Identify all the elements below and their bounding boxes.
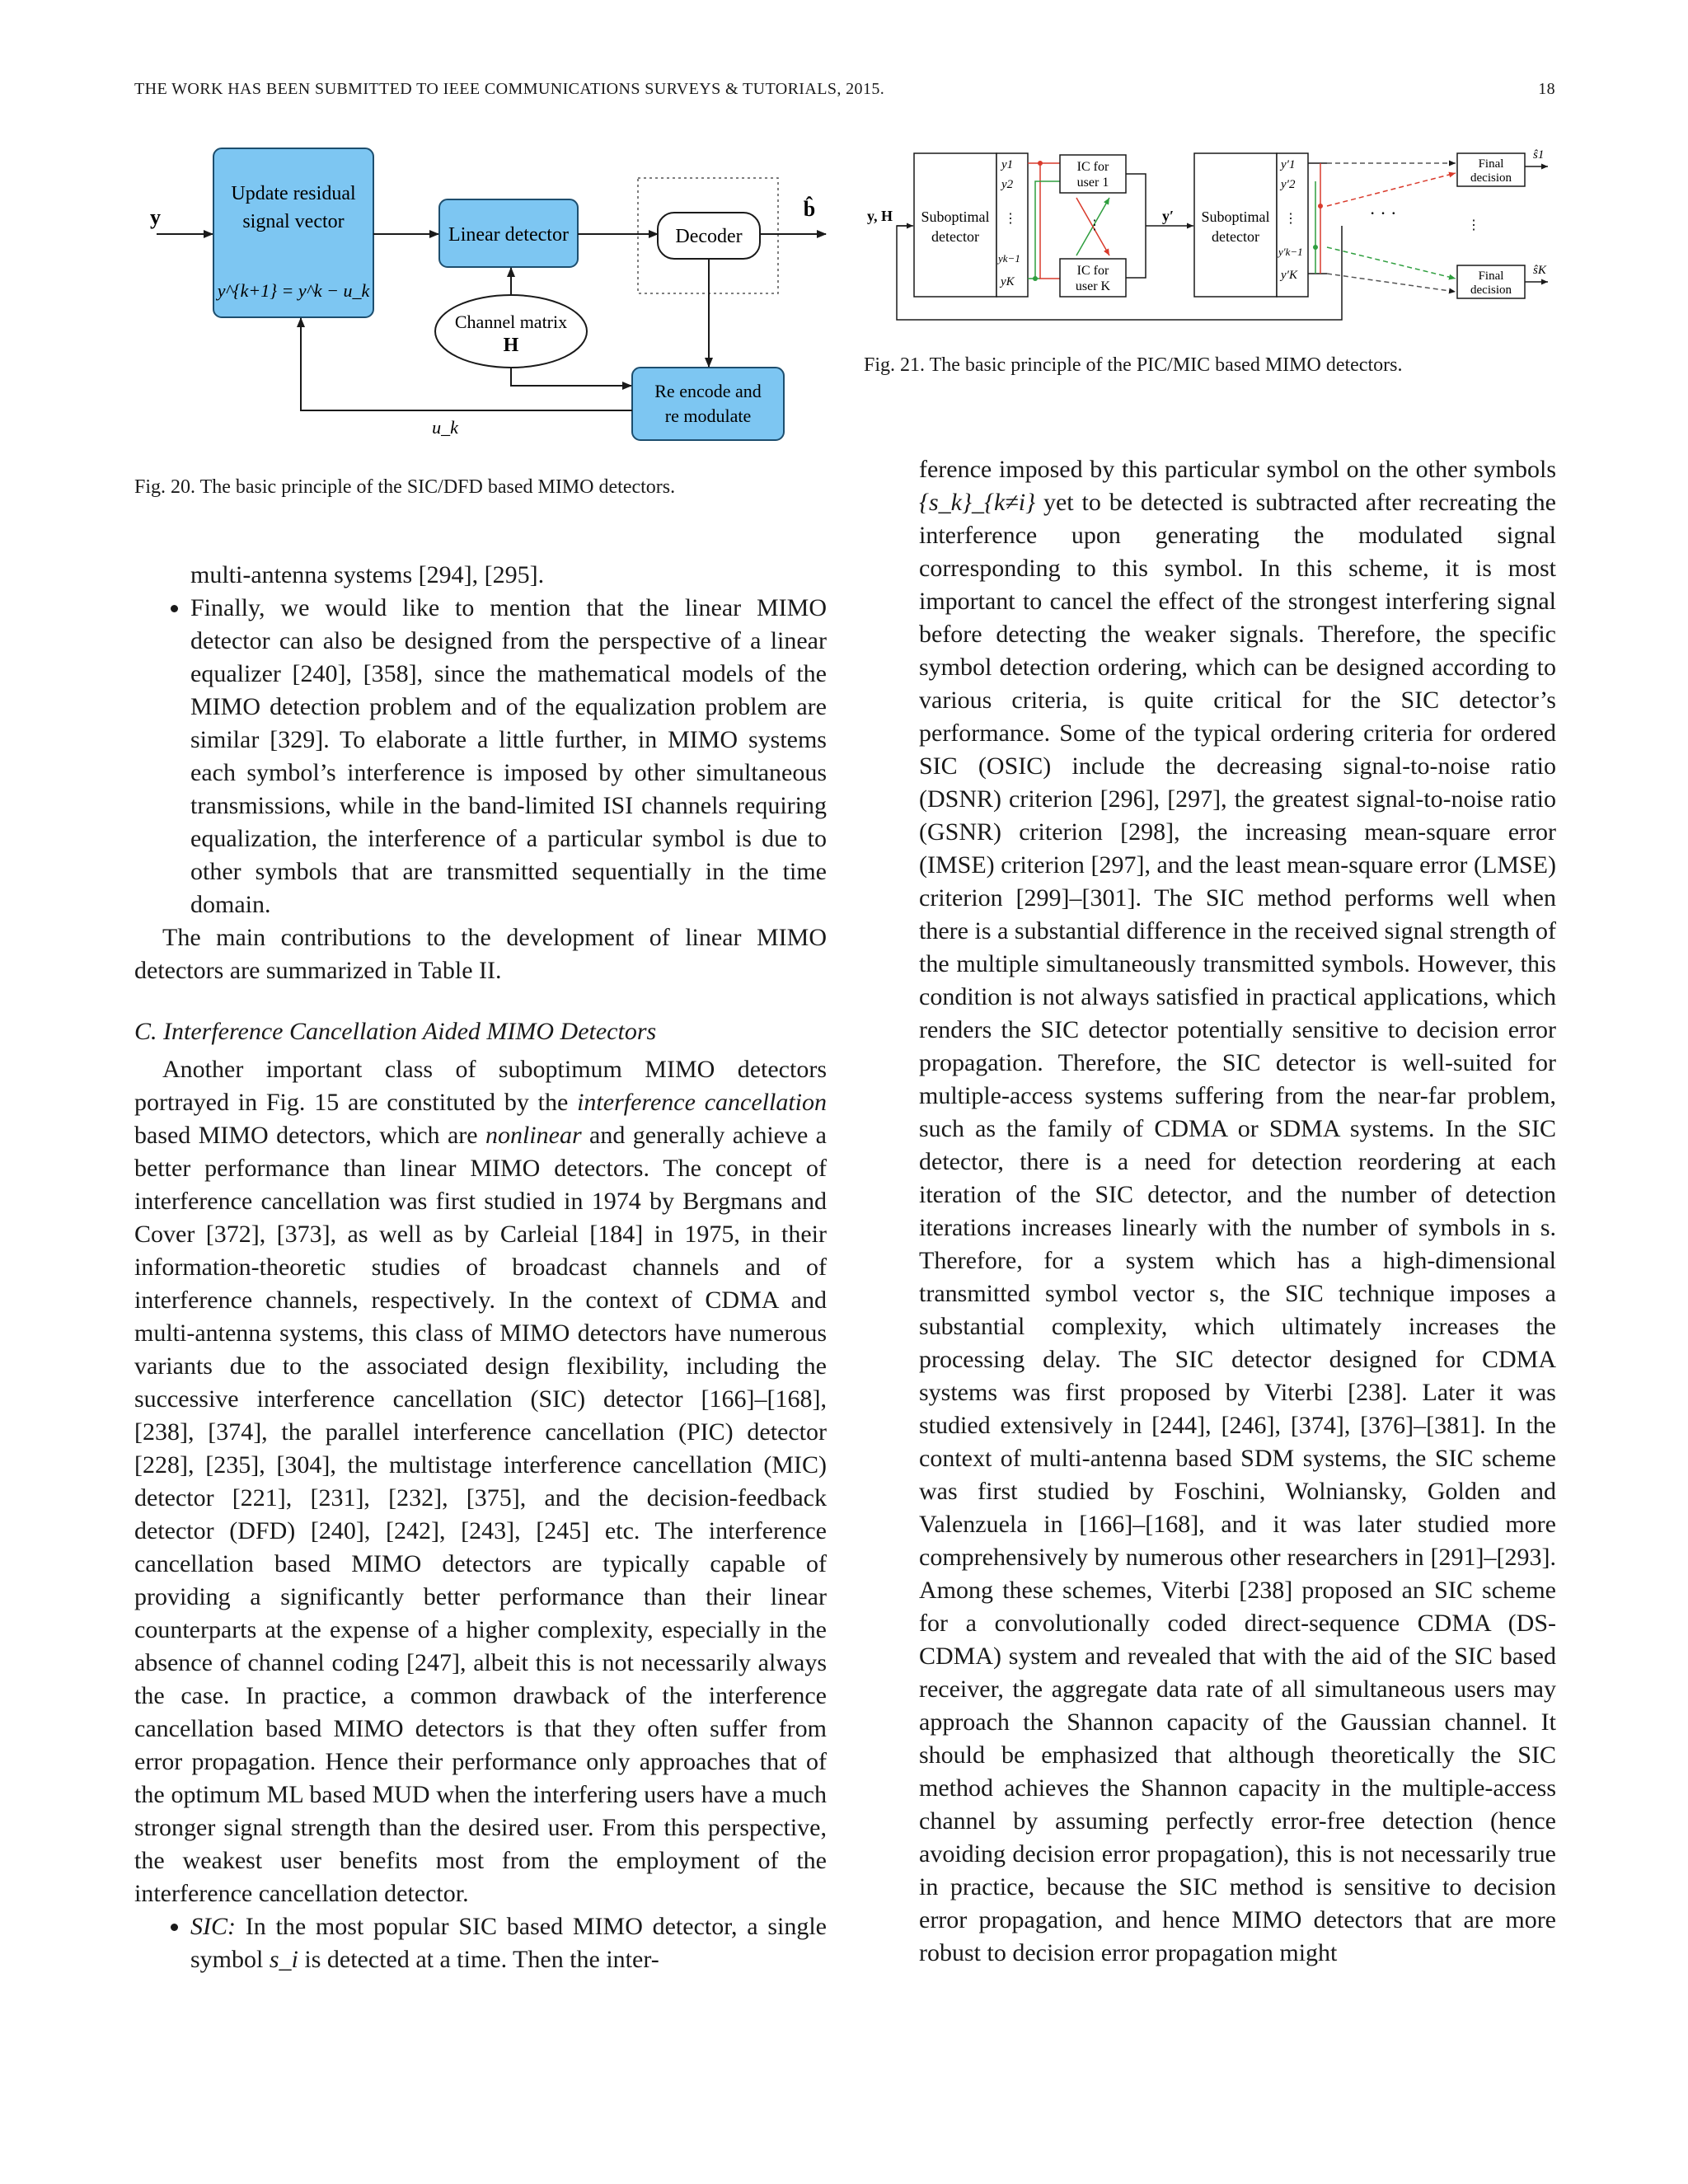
fig21-y-dots: ⋮ [1004,212,1017,226]
left-column [134,559,827,1976]
fig21-suboptimal2-box [1194,153,1277,297]
fig21-sK-label: ŝK [1533,264,1546,277]
right-p1-a: ference imposed by this particular symbol on the other symbols [919,456,1556,483]
left-p1: multi-antenna systems [294], [295]. [190,561,545,588]
right-p1-b: yet to be detected is subtracted after recreating the interference upon generating the modulated signal corresponding to this symbol. In this scheme, it is most important to cancel the effect of the strongest interfering signal before detecting the weaker signals. Therefore, the specific symbol detection ordering, which can be designed according to various criteria, is quite critical for the SIC detector’s performance. Some of the typical ordering criteria for ordered SIC (OSIC) include the decreasing signal-to-noise ratio (DSNR) criterion [296], [297], the greatest signal-to-noise ratio (GSNR) criterion [298], the increasing mean-square error (IMSE) criterion [297], and the least mean-square error (LMSE) criterion [299]–[301]. The SIC method performs well when there is a substantial difference in the received signal strength of the multiple simultaneously transmitted symbols. However, this condition is not always satisfied in practical applications, which renders the SIC detector potentially sensitive to decision error propagation. Therefore, the SIC detector is well-suited for multiple-access systems suffering from the near-far problem, such as the family of CDMA or SDMA systems. In the SIC detector, there is a need for detection reordering at each iteration of the SIC detector, and the number of detection iterations increases linearly with the number of symbols in s. Therefore, for a system which has a high-dimensional transmitted symbol vector s, the SIC technique imposes a substantial complexity, which ultimately increases the processing delay. The SIC detector designed for CDMA systems was first proposed by Viterbi [238]. Later it was studied extensively in [244], [246], [374], [376]–[381]. In the context of multi-antenna based SDM systems, the SIC scheme was first studied by Foschini, Wolniansky, Golden and Valenzuela in [166]–[168], and it was later studied more comprehensively by numerous other researchers in [291]–[293]. Among these schemes, Viterbi [238] proposed an SIC scheme for a convolutionally coded direct-sequence CDMA (DS-CDMA) system and revealed that with the aid of the SIC based receiver, the aggregate data rate of all simultaneous users may approach the Shannon capacity of the Gaussian channel. It should be emphasized that although theoretically the SIC method achieves the Shannon capacity in the multiple-access channel by assuming perfectly error-free detection (hence avoiding decision error propagation), this is not necessarily true in practice, because the SIC method is sensitive to decision error propagation, and hence MIMO detectors that are more robust to decision error propagation might [919,489,1556,1966]
page-number: 18 [1538,80,1555,98]
fig21-input-label: y, H [867,208,893,224]
fig21-suboptimal1-box [914,153,996,297]
fig20-decoder-label: Decoder [675,226,743,247]
left-p3-a: Another important class of suboptimum MIMO detectors portrayed in Fig. 15 are constituted by the [134,1056,827,1116]
left-bullet2-a: In the most popular SIC based MIMO detector, a single symbol [190,1913,827,1973]
fig21-ypK: y′K [1281,269,1297,282]
fig20-reencode-line2: re modulate [664,405,752,426]
fig21-final-dots: ⋮ [1467,218,1480,232]
figure-20 [132,140,841,453]
fig20-reencode-line1: Re encode and [654,381,762,401]
fig21-finalK-line1: Final [1478,269,1504,283]
fig21-suboptimal2-line2: detector [1212,228,1259,245]
left-p3-b: based MIMO detectors, which are [134,1122,485,1149]
fig20-feedback-label: u_k [432,417,458,438]
fig20-caption: Fig. 20. The basic principle of the SIC/DFD based MIMO detectors. [134,476,676,498]
left-bullet1: • Finally, we would like to mention that the linear MIMO detector can also be designed from the perspective of a linear equalizer [240], [358], since the mathematical models of the MIMO detection problem and of the equalization problem are similar [329]. To elaborate a little further, in MIMO systems each symbol’s interference is imposed by other simultaneous transmissions, while in the band-limited ISI channels requiring equalization, the interference of a particular symbol is due to other symbols that are transmitted sequentially in the time domain. [190,592,827,921]
left-p3 [134,1053,827,1910]
fig21-dash-bottom-black [1327,274,1456,292]
fig21-ic-user1-line1: IC for [1076,160,1109,174]
fig20-output-label: b̂ [803,197,816,221]
fig20-residual-line1: Update residual [231,183,356,204]
fig21-finalK-line2: decision [1470,284,1512,297]
fig21-s1-label: ŝ1 [1533,148,1545,162]
left-bullet2-b: is detected at a time. Then the inter- [298,1946,659,1973]
fig20-residual-eq: y^{k+1} = y^k − u_k [217,280,370,301]
fig21-ic-user1-line2: user 1 [1076,176,1109,190]
fig21-dash-red [1327,173,1456,206]
fig21-yp2: y′2 [1281,178,1296,191]
fig21-red-vertical [1040,163,1060,279]
left-bullet2-em: SIC: [190,1913,236,1940]
left-p2: The main contributions to the development of linear MIMO detectors are summarized in Table II. [134,924,827,984]
fig21-mid-label: y′ [1162,208,1175,224]
fig21-suboptimal1-line1: Suboptimal [921,209,990,225]
fig21-right-red-junction [1318,204,1323,209]
left-p3-c: and generally achieve a better performance than linear MIMO detectors. The concept of interference cancellation was first studied in 1974 by Bergmans and Cover [372], [373], as well as by Carleial [184] in 1975, in their information-theoretic studies of broadcast channels and of interference channels, respectively. In the context of CDMA and multi-antenna systems, this class of MIMO detectors have numerous variants due to the associated design flexibility, including the successive interference cancellation (SIC) detector [166]–[168], [238], [374], the parallel interference cancellation (PIC) detector [228], [235], [304], the multistage interference cancellation (MIC) detector [221], [231], [232], [375], and the decision-feedback detector (DFD) [240], [242], [243], [245] etc. The interference cancellation based MIMO detectors are typically capable of providing a significantly better performance than their linear counterparts at the expense of a higher complexity, especially in the absence of channel coding [247], albeit this is not necessarily always the case. In practice, a common drawback of the interference cancellation based MIMO detectors is that they often suffer from error propagation. Hence their performance only approaches that of the optimum ML based MUD when the interfering users have a much stronger signal strength than the desired user. From this perspective, the weakest user benefits most from the employment of the interference cancellation detector. [134,1122,827,1907]
fig21-caption: Fig. 21. The basic principle of the PIC/MIC based MIMO detectors. [864,354,1403,376]
fig21-y1: y1 [1001,158,1014,171]
fig21-suboptimal2-line1: Suboptimal [1201,209,1270,225]
fig21-suboptimal1-line2: detector [931,228,979,245]
fig21-ic-userK-line2: user K [1075,279,1111,293]
left-bullet-list-1 [134,592,827,921]
figure-21 [864,147,1556,330]
fig20-channel-line2: H [503,335,519,356]
right-p1-math: {s_k}_{k≠i} [919,489,1036,516]
fig21-green-junction [1033,276,1038,281]
page-header [134,80,1555,99]
fig20-residual-line2: signal vector [242,211,345,232]
right-p1 [919,453,1556,1970]
fig20-arrow-channel-reencode [511,368,631,386]
left-p3-em2: nonlinear [485,1122,582,1149]
fig20-linear-detector-label: Linear detector [448,224,569,246]
right-column [919,453,1556,1970]
fig21-ypk-1: y′k−1 [1278,246,1303,258]
fig21-merge-bottom [1126,226,1146,278]
left-bullet-list-2 [134,1910,827,1976]
fig21-ic-dots: ⋮ [1088,218,1101,232]
fig21-merge-top [1126,174,1146,226]
left-bullet2-math: s_i [269,1946,298,1973]
fig21-dash-green [1327,247,1456,279]
fig20-input-label: y [150,205,161,229]
fig21-dots: · · · [1369,203,1397,223]
fig21-final1-line1: Final [1478,157,1504,171]
left-p3-em1: interference cancellation [577,1089,827,1116]
fig21-yp1: y′1 [1281,158,1296,171]
fig21-yp-dots: ⋮ [1284,212,1297,226]
fig21-ic-userK-line1: IC for [1076,264,1109,278]
fig21-final1-line2: decision [1470,171,1512,185]
fig20-channel-line1: Channel matrix [454,312,568,332]
fig21-yk-1: yk−1 [998,252,1020,265]
section-title: C. Interference Cancellation Aided MIMO Detectors [134,1018,657,1045]
fig21-green-vertical [1035,181,1060,279]
fig21-red-junction [1038,161,1043,166]
header-text: THE WORK HAS BEEN SUBMITTED TO IEEE COMMUNICATIONS SURVEYS & TUTORIALS, 2015. [134,80,885,98]
fig20-reencode-box [632,368,784,440]
left-bullet2 [190,1910,827,1976]
fig21-y2: y2 [1001,178,1014,191]
fig21-right-green-junction [1313,245,1318,250]
fig21-yK: yK [1001,275,1015,288]
